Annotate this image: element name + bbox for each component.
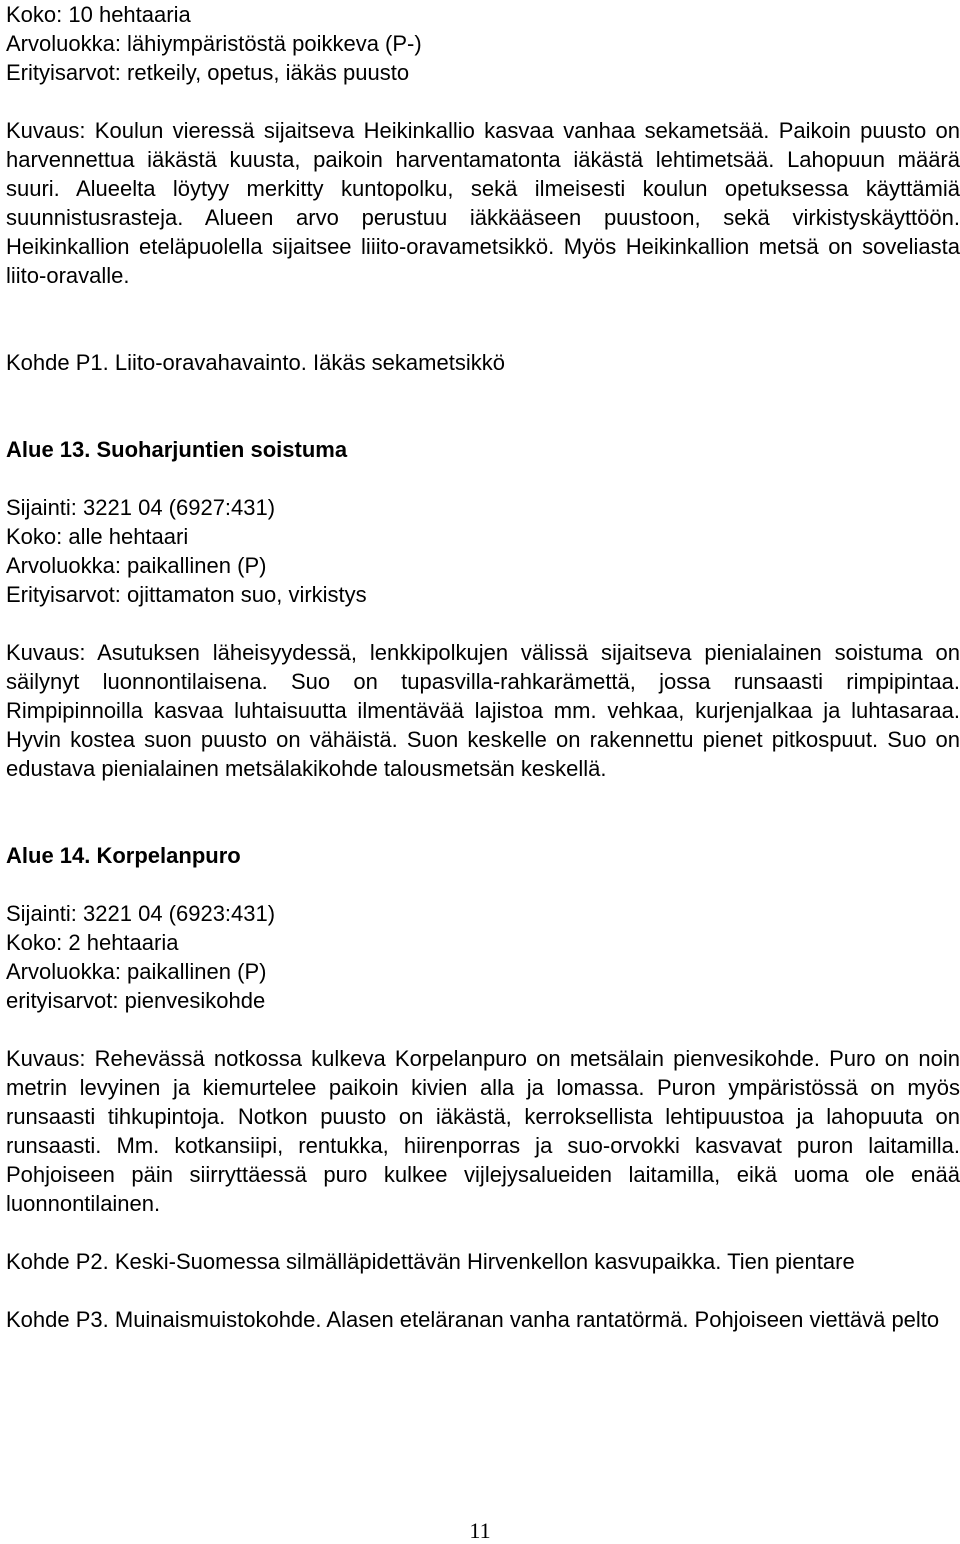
alue14-kuvaus: Kuvaus: Rehevässä notkossa kulkeva Korpelanpuro on metsälain pienvesikohde. Puro on noin metrin levyinen ja kiemurtelee paikoin kivien alla ja lomassa. Puron ympäristössä on myös runsaasti tihkupintoja. Notkon puusto on iäkästä, kerroksellista lehtipuustoa ja lahopuuta on runsaasti. Mm. kotkansiipi, rentukka, hiirenporras ja suo-orvokki kasvavat puron laitamilla. Pohjoiseen päin siirryttäessä puro kulkee vijlejysalueiden laitamilla, eikä uoma ole enää luonnontilainen. [6, 1046, 960, 1216]
alue14-kohde-p2: Kohde P2. Keski-Suomessa silmälläpidettävän Hirvenkellon kasvupaikka. Tien pientare [6, 1249, 855, 1274]
intro-erityisarvot: Erityisarvot: retkeily, opetus, iäkäs puusto [6, 60, 410, 85]
alue14-kohde-p3: Kohde P3. Muinaismuistokohde. Alasen eteläranan vanha rantatörmä. Pohjoiseen viettävä pelto [6, 1307, 940, 1332]
page-number: 11 [469, 1518, 491, 1543]
document-page [6, 0, 960, 1334]
alue14-erityisarvot: erityisarvot: pienvesikohde [6, 988, 266, 1013]
alue13-sijainti: Sijainti: 3221 04 (6927:431) [6, 495, 276, 520]
intro-koko: Koko: 10 hehtaaria [6, 2, 191, 27]
alue13-kuvaus: Kuvaus: Asutuksen läheisyydessä, lenkkipolkujen välissä sijaitseva pienialainen soistuma on säilynyt luonnontilaisena. Suo on tupasvilla-rahkarämettä, jossa runsaasti rimpipintaa. Rimpipinnoilla kasvaa luhtaisuutta ilmentävää lajistoa mm. vehkaa, kurjenjalkaa ja luhtasaraa. Hyvin kostea suon puusto on vähäistä. Suon keskelle on rakennettu pienet pitkospuut. Suo on edustava pienialainen metsälakikohde talousmetsän keskellä. [6, 640, 960, 781]
intro-kuvaus: Kuvaus: Koulun vieressä sijaitseva Heikinkallio kasvaa vanhaa sekametsää. Paikoin puusto on harvennettua iäkästä kuusta, paikoin harventamatonta iäkästä lehtimetsää. Lahopuun määrä suuri. Alueelta löytyy merkitty kuntopolku, sekä ilmeisesti koulun opetuksessa käyttämiä suunnistusrasteja. Alueen arvo perustuu iäkkääseen puustoon, sekä virkistyskäyttöön. Heikinkallion eteläpuolella sijaitsee liiito-oravametsikkö. Myös Heikinkallion metsä on soveliasta liito-oravalle. [6, 118, 960, 288]
intro-arvoluokka: Arvoluokka: lähiympäristöstä poikkeva (P-) [6, 31, 422, 56]
alue13-koko: Koko: alle hehtaari [6, 524, 189, 549]
alue14-sijainti: Sijainti: 3221 04 (6923:431) [6, 901, 276, 926]
intro-kohde-p1: Kohde P1. Liito-oravahavainto. Iäkäs sekametsikkö [6, 350, 505, 375]
alue14-koko: Koko: 2 hehtaaria [6, 930, 179, 955]
alue13-erityisarvot: Erityisarvot: ojittamaton suo, virkistys [6, 582, 367, 607]
alue13-heading: Alue 13. Suoharjuntien soistuma [6, 437, 348, 462]
alue14-heading: Alue 14. Korpelanpuro [6, 843, 241, 868]
alue14-arvoluokka: Arvoluokka: paikallinen (P) [6, 959, 267, 984]
alue13-arvoluokka: Arvoluokka: paikallinen (P) [6, 553, 267, 578]
